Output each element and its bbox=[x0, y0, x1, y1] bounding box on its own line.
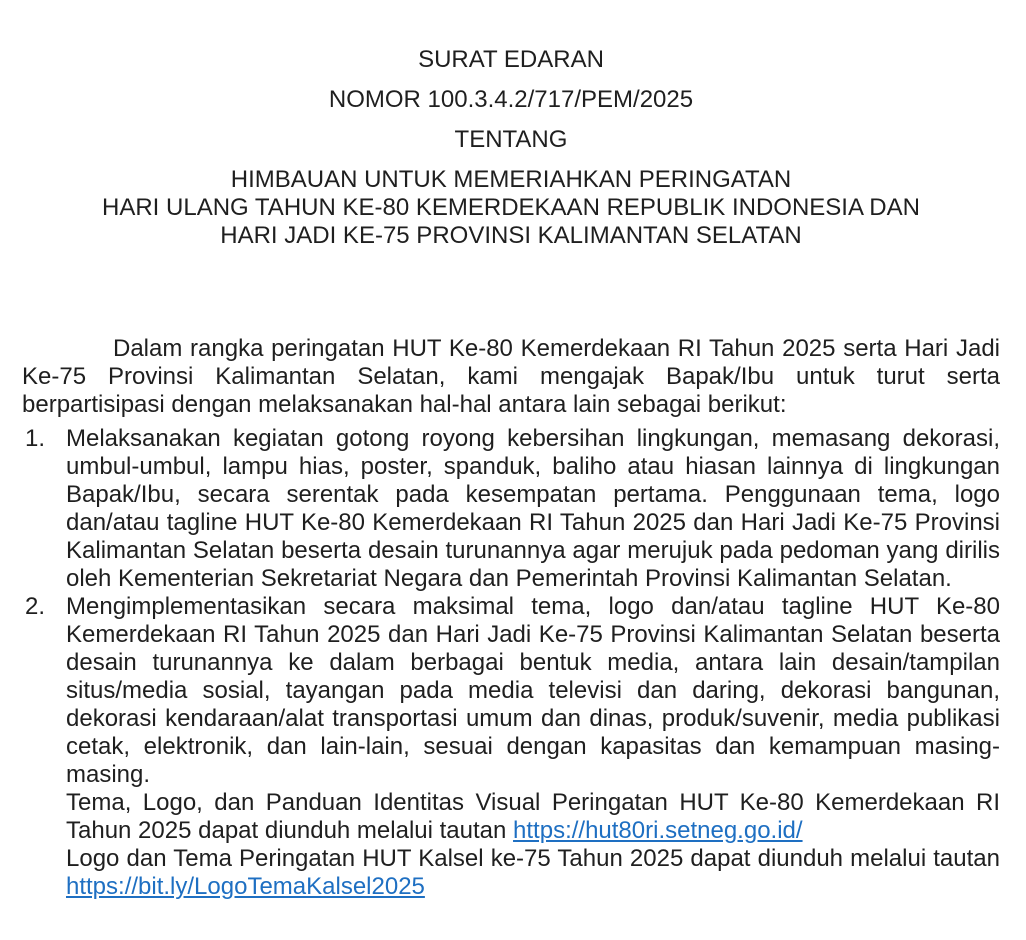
list-item-body bbox=[66, 425, 1000, 593]
document-title: SURAT EDARAN bbox=[418, 46, 604, 73]
about-label: TENTANG bbox=[454, 126, 568, 153]
document-content bbox=[22, 0, 1000, 901]
numbered-list bbox=[22, 425, 1000, 901]
download-note bbox=[66, 789, 1000, 845]
hut80ri-link[interactable]: https://hut80ri.setneg.go.id/ bbox=[513, 817, 803, 844]
download-note-text: Tema, Logo, dan Panduan Identitas Visual Peringatan HUT Ke-80 Kemerdekaan RI Tahun 2025 dapat diunduh melalui tautan bbox=[66, 789, 1000, 844]
list-item bbox=[22, 425, 1000, 593]
subject-line: HARI JADI KE-75 PROVINSI KALIMANTAN SELATAN bbox=[220, 222, 802, 249]
document-header bbox=[22, 46, 1000, 250]
list-item-text: Melaksanakan kegiatan gotong royong kebersihan lingkungan, memasang dekorasi, umbul-umbul, lampu hias, poster, spanduk, baliho atau hiasan lainnya di lingkungan Bapak/Ibu, secara serentak pada kesempatan pertama. Penggunaan tema, logo dan/atau tagline HUT Ke-80 Kemerdekaan RI Tahun 2025 dan Hari Jadi Ke-75 Provinsi Kalimantan Selatan beserta desain turunannya agar merujuk pada pedoman yang dirilis oleh Kementerian Sekretariat Negara dan Pemerintah Provinsi Kalimantan Selatan. bbox=[66, 425, 1000, 592]
download-note bbox=[66, 845, 1000, 901]
download-note-text: Logo dan Tema Peringatan HUT Kalsel ke-75 Tahun 2025 dapat diunduh melalui tautan bbox=[66, 845, 1000, 872]
document-number: NOMOR 100.3.4.2/717/PEM/2025 bbox=[328, 86, 694, 113]
subject-line: HIMBAUAN UNTUK MEMERIAHKAN PERINGATAN bbox=[230, 166, 792, 193]
list-item bbox=[22, 593, 1000, 901]
bitly-kalsel-link[interactable]: https://bit.ly/LogoTemaKalsel2025 bbox=[66, 873, 425, 900]
subject-line: HARI ULANG TAHUN KE-80 KEMERDEKAAN REPUBLIK INDONESIA DAN bbox=[102, 194, 920, 221]
intro-paragraph: Dalam rangka peringatan HUT Ke-80 Kemerdekaan RI Tahun 2025 serta Hari Jadi Ke-75 Provinsi Kalimantan Selatan, kami mengajak Bapak/Ibu untuk turut serta berpartisipasi dengan melaksanakan hal-hal antara lain sebagai berikut: bbox=[22, 335, 1000, 418]
list-item-number: 2. bbox=[25, 593, 46, 620]
list-item-text: Mengimplementasikan secara maksimal tema, logo dan/atau tagline HUT Ke-80 Kemerdekaan RI Tahun 2025 dan Hari Jadi Ke-75 Provinsi Kalimantan Selatan beserta desain turunannya ke dalam berbagai bentuk media, antara lain desain/tampilan situs/media sosial, tayangan pada media televisi dan daring, dekorasi bangunan, dekorasi kendaraan/alat transportasi umum dan dinas, produk/suvenir, media publikasi cetak, elektronik, dan lain-lain, sesuai dengan kapasitas dan kemampuan masing-masing. bbox=[66, 593, 1000, 788]
list-item-body bbox=[66, 593, 1000, 901]
list-item-number: 1. bbox=[25, 425, 46, 452]
